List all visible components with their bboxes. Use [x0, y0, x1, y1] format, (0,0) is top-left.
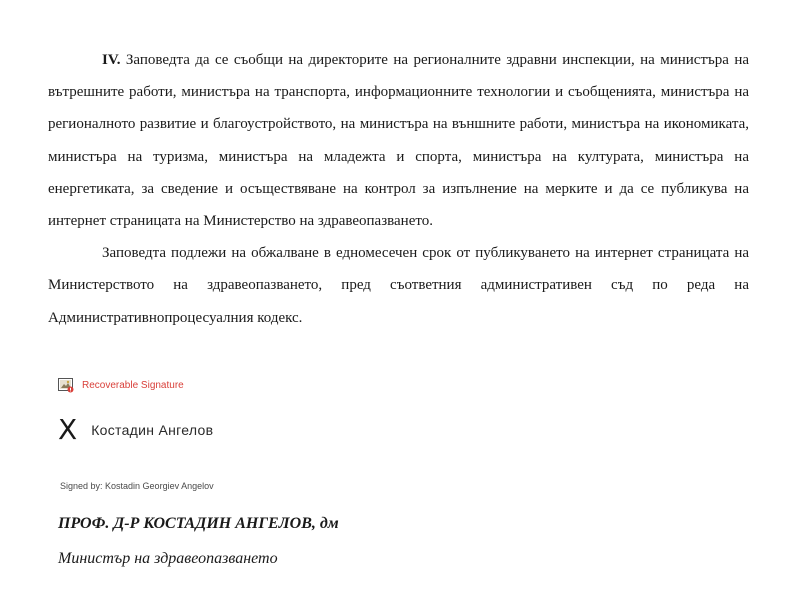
signature-status[interactable] [58, 375, 458, 395]
recoverable-signature-icon [58, 377, 74, 393]
paragraph-appeal [48, 237, 749, 334]
paragraph-appeal-text: Заповедта подлежи на обжалване в едномесечен срок от публикуването на интернет страницата на Министерството на здравеопазването, пред съответния административен съд по реда на Административнопроцесуалния кодекс. [48, 245, 749, 326]
signed-by-text: Signed by: Kostadin Georgiev Angelov [60, 481, 214, 491]
paragraph-iv-text: Заповедта да се съобщи на директорите на регионалните здравни инспекции, на министъра на вътрешните работи, министъра на транспорта, информационните технологии и съобщенията, министъра на регионалното развитие и благоустройството, на министъра на външните работи, министъра на икономиката, министъра на туризма, министъра на младежта и спорта, министъра на културата, министъра на енергетиката, за сведение и осъществяване на контрол за изпълнение на мерките и да се публикува на интернет страницата на Министерство на здравеопазването. [48, 52, 749, 230]
signature-x-mark: X [58, 413, 78, 446]
signature-status-label: Recoverable Signature [82, 379, 184, 391]
order-body [48, 44, 749, 334]
signatory-block [58, 510, 339, 573]
digital-signature-block[interactable] [58, 375, 458, 491]
signature-line [58, 415, 213, 445]
signatory-name: ПРОФ. Д-Р КОСТАДИН АНГЕЛОВ, дм [58, 515, 339, 532]
signer-name: Костадин Ангелов [91, 422, 214, 438]
paragraph-iv [48, 44, 749, 237]
signatory-title: Министър на здравеопазването [58, 550, 278, 567]
paragraph-number: IV. [102, 52, 121, 68]
